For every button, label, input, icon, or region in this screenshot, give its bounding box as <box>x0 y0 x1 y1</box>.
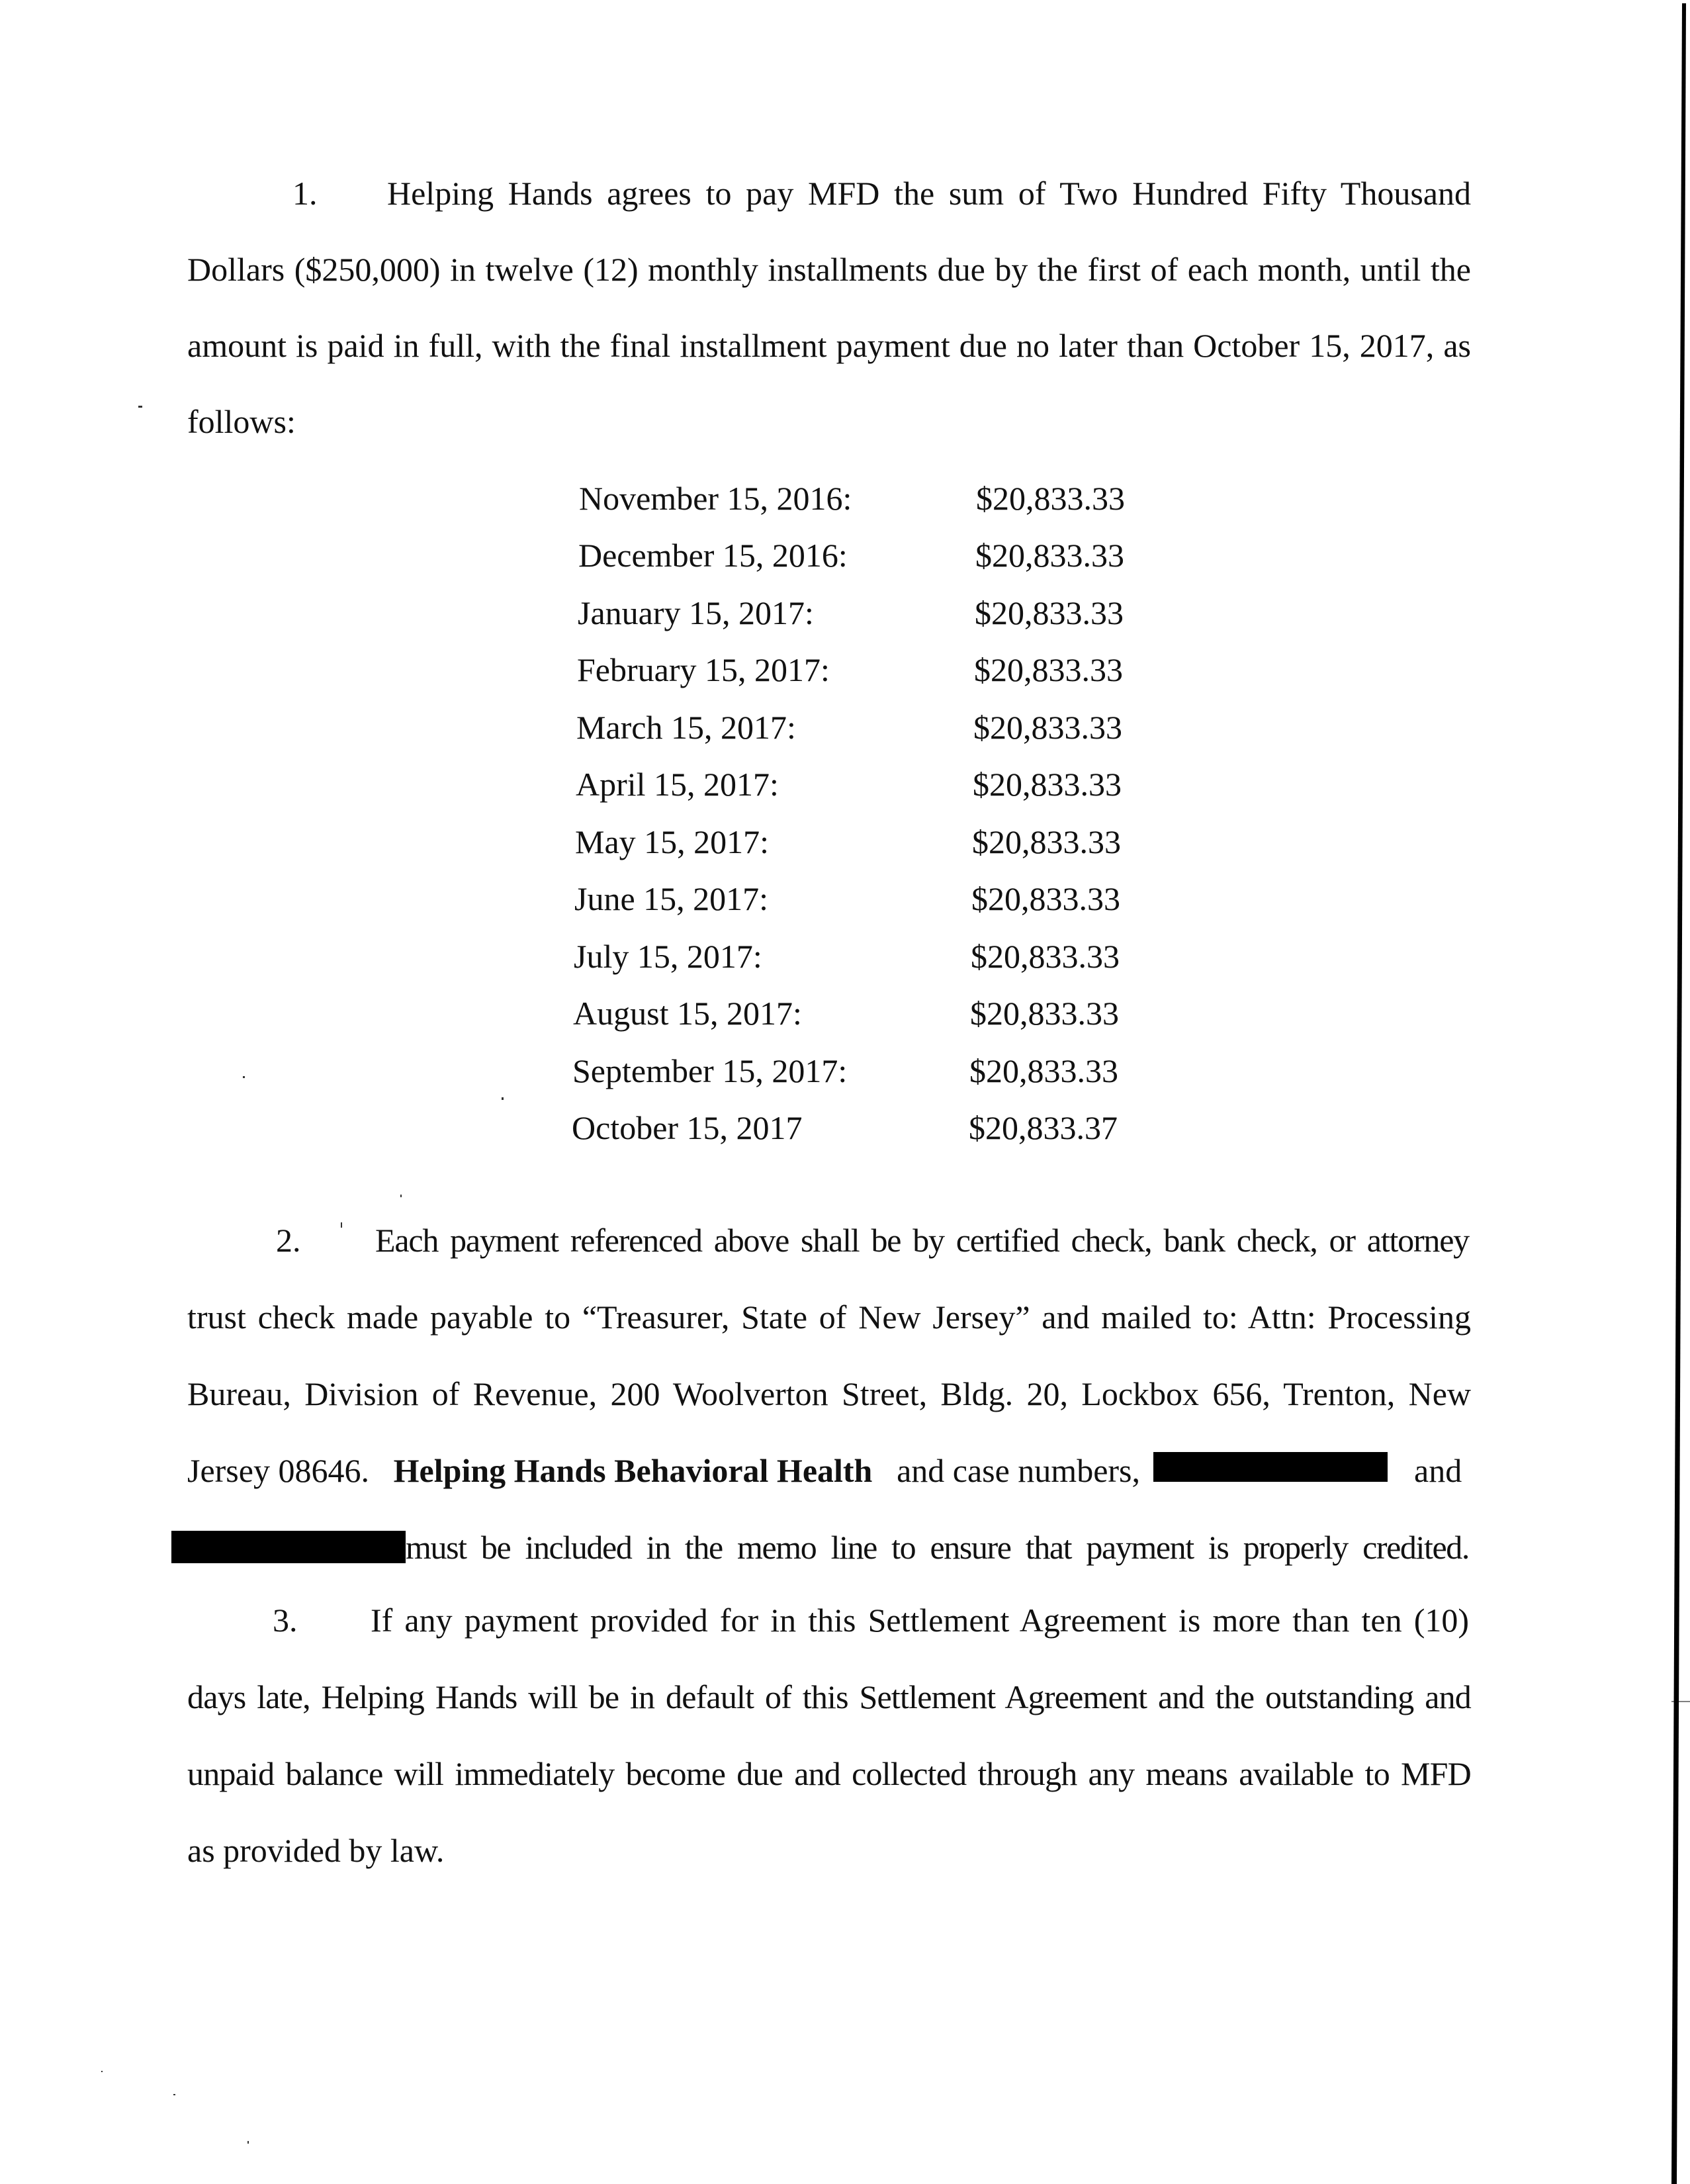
schedule-date: July 15, 2017: <box>574 938 762 975</box>
scan-speck <box>400 1195 402 1197</box>
schedule-amount: $20,833.33 <box>974 651 1123 688</box>
paragraph-line: must be included in the memo line to ensure that payment is properly credited. <box>406 1529 1469 1566</box>
paragraph-line: Bureau, Division of Revenue, 200 Woolverton Street, Bldg. 20, Lockbox 656, Trenton, New <box>187 1375 1471 1412</box>
paragraph-line: as provided by law. <box>187 1832 445 1869</box>
paragraph-line: follows: <box>187 403 296 440</box>
schedule-amount: $20,833.33 <box>971 938 1120 975</box>
schedule-amount: $20,833.33 <box>971 880 1120 917</box>
schedule-date: March 15, 2017: <box>576 709 796 746</box>
schedule-date: November 15, 2016: <box>579 480 852 517</box>
paragraph-number: 1. <box>292 175 318 212</box>
schedule-amount: $20,833.33 <box>973 766 1122 803</box>
schedule-amount: $20,833.33 <box>972 823 1121 860</box>
scan-speck <box>173 2094 175 2095</box>
text-span: and <box>1414 1452 1462 1489</box>
paragraph-line: If any payment provided for in this Settlement Agreement is more than ten (10) <box>371 1602 1469 1639</box>
scan-speck <box>341 1222 342 1228</box>
paragraph-line: Each payment referenced above shall be by certified check, bank check, or attorney <box>375 1222 1469 1259</box>
schedule-amount: $20,833.37 <box>969 1109 1118 1146</box>
paragraph-number: 2. <box>276 1222 301 1259</box>
text-span: Jersey 08646. <box>187 1452 369 1489</box>
schedule-amount: $20,833.33 <box>969 1052 1118 1089</box>
schedule-date: January 15, 2017: <box>578 594 814 631</box>
redaction-box <box>1153 1452 1388 1482</box>
schedule-date: June 15, 2017: <box>574 880 769 917</box>
redaction-box <box>171 1531 406 1563</box>
scan-speck <box>138 406 142 408</box>
paragraph-number: 3. <box>273 1602 298 1639</box>
paragraph-line: Dollars ($250,000) in twelve (12) monthly installments due by the first of each month, until the <box>187 251 1471 288</box>
scan-speck <box>243 1076 245 1078</box>
schedule-amount: $20,833.33 <box>975 537 1124 574</box>
schedule-date: December 15, 2016: <box>578 537 848 574</box>
paragraph-line: days late, Helping Hands will be in default of this Settlement Agreement and the outstanding and <box>187 1678 1471 1715</box>
paragraph-line: amount is paid in full, with the final installment payment due no later than October 15, 2017, as <box>187 327 1471 364</box>
schedule-amount: $20,833.33 <box>975 594 1124 631</box>
schedule-date: May 15, 2017: <box>575 823 770 860</box>
schedule-date: February 15, 2017: <box>577 651 830 688</box>
paragraph-line: trust check made payable to “Treasurer, State of New Jersey” and mailed to: Attn: Processing <box>187 1298 1471 1336</box>
schedule-date: August 15, 2017: <box>573 995 802 1032</box>
text-span: and case numbers, <box>897 1452 1140 1489</box>
company-name-bold: Helping Hands Behavioral Health <box>393 1452 873 1489</box>
schedule-date: April 15, 2017: <box>576 766 779 803</box>
schedule-amount: $20,833.33 <box>976 480 1125 517</box>
scan-speck <box>502 1097 504 1100</box>
schedule-date: September 15, 2017: <box>572 1052 848 1089</box>
scan-edge-line <box>1641 0 1690 2184</box>
paragraph-line <box>187 1451 1140 1490</box>
scan-speck <box>247 2141 249 2144</box>
paragraph-line: Helping Hands agrees to pay MFD the sum of Two Hundred Fifty Thousand <box>387 175 1471 212</box>
schedule-amount: $20,833.33 <box>970 995 1119 1032</box>
schedule-date: October 15, 2017 <box>572 1109 803 1146</box>
schedule-amount: $20,833.33 <box>973 709 1122 746</box>
paragraph-line: unpaid balance will immediately become due and collected through any means available to MFD <box>187 1755 1471 1792</box>
scan-speck <box>101 2071 103 2072</box>
